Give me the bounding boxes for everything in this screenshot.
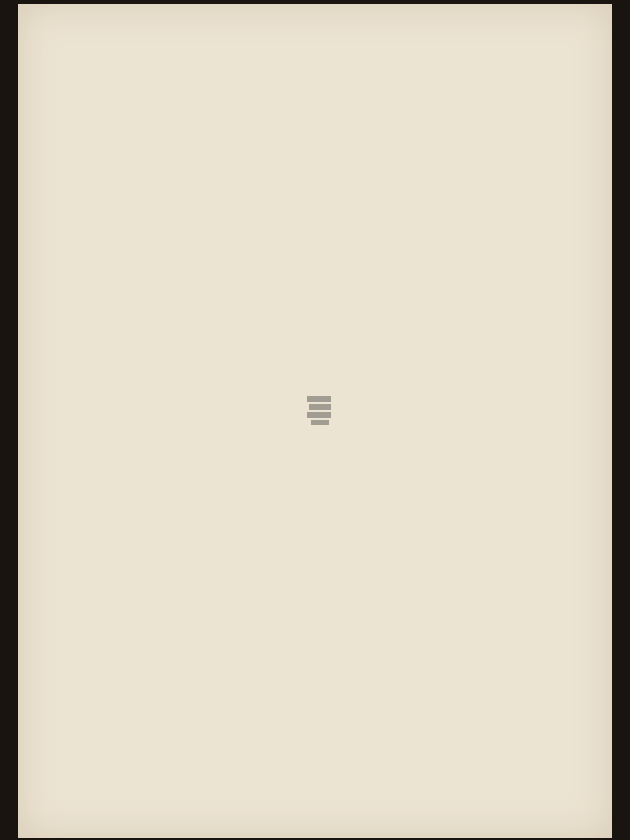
table-of-contents <box>64 31 596 37</box>
books-icon <box>305 392 333 426</box>
watermark <box>303 378 425 444</box>
book-page <box>18 4 612 838</box>
